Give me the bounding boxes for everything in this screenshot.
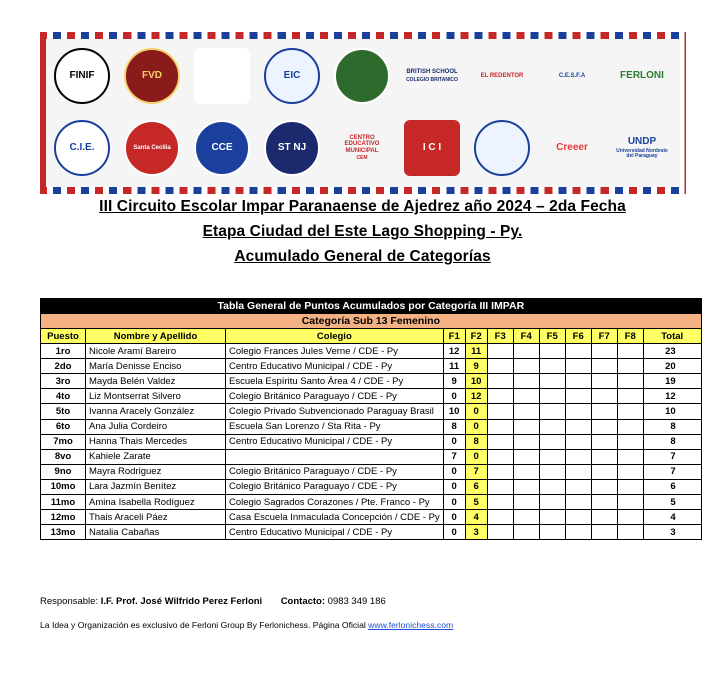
f6-cell — [565, 389, 591, 404]
f4-cell — [513, 344, 539, 359]
table-row — [41, 389, 702, 404]
position-cell: 6to — [41, 419, 86, 434]
sponsor-logo-text: UNDP Universidad Nordeste del Paraguay — [614, 137, 670, 160]
f1-cell: 0 — [443, 525, 465, 540]
school-cell: Colegio Sagrados Corazones / Pte. Franco - Py — [226, 495, 444, 510]
f6-cell — [565, 344, 591, 359]
f3-cell — [487, 479, 513, 494]
sponsor-logo-1 — [54, 48, 110, 104]
name-cell: Amina Isabella Rodíguez — [86, 495, 226, 510]
f4-cell — [513, 389, 539, 404]
responsable-label: Responsable: — [40, 596, 99, 607]
f6-cell — [565, 510, 591, 525]
total-cell: 8 — [643, 434, 701, 449]
position-cell: 9no — [41, 464, 86, 479]
sponsor-logo-3 — [194, 48, 250, 104]
name-cell: Lara Jazmín Benítez — [86, 479, 226, 494]
table-row — [41, 479, 702, 494]
position-cell: 13mo — [41, 525, 86, 540]
sponsor-logo-8 — [544, 120, 600, 176]
position-cell: 5to — [41, 404, 86, 419]
f2-cell: 12 — [465, 389, 487, 404]
f2-cell: 7 — [465, 464, 487, 479]
contacto-label: Contacto: — [280, 596, 326, 607]
position-cell: 8vo — [41, 449, 86, 464]
name-cell: Thais Araceli Páez — [86, 510, 226, 525]
sponsor-logo-5 — [334, 48, 390, 104]
position-cell: 11mo — [41, 495, 86, 510]
f1-cell: 9 — [443, 374, 465, 389]
f2-cell: 5 — [465, 495, 487, 510]
sponsor-logo-text: CCE — [211, 141, 233, 153]
school-cell: Escuela Espíritu Santo Área 4 / CDE - Py — [226, 374, 444, 389]
f5-cell — [539, 404, 565, 419]
total-cell: 7 — [643, 464, 701, 479]
total-cell: 5 — [643, 495, 701, 510]
f7-cell — [591, 359, 617, 374]
f1-cell: 0 — [443, 495, 465, 510]
f1-cell: 0 — [443, 434, 465, 449]
sponsor-logo-9 — [614, 48, 670, 104]
responsable-name: I.F. Prof. José Wilfrido Perez Ferloni — [100, 596, 263, 607]
title-line-3: Acumulado General de Categorías — [234, 248, 491, 265]
name-cell: Ana Julia Cordeiro — [86, 419, 226, 434]
f1-cell: 12 — [443, 344, 465, 359]
table-row — [41, 449, 702, 464]
total-cell: 7 — [643, 449, 701, 464]
f6-cell — [565, 525, 591, 540]
f1-cell: 0 — [443, 479, 465, 494]
f4-cell — [513, 374, 539, 389]
f5-cell — [539, 434, 565, 449]
f8-cell — [617, 479, 643, 494]
footer-credit — [40, 620, 453, 630]
f3-cell — [487, 510, 513, 525]
f2-cell: 0 — [465, 449, 487, 464]
f1-cell: 8 — [443, 419, 465, 434]
f2-cell: 10 — [465, 374, 487, 389]
total-cell: 3 — [643, 525, 701, 540]
table-row — [41, 510, 702, 525]
sponsor-logo-1 — [54, 120, 110, 176]
school-cell: Centro Educativo Municipal / CDE - Py — [226, 434, 444, 449]
sponsor-logo-text: C.I.E. — [69, 141, 95, 153]
total-cell: 10 — [643, 404, 701, 419]
sponsor-logo-subtext: CEM — [356, 154, 368, 161]
f8-cell — [617, 359, 643, 374]
school-cell: Centro Educativo Municipal / CDE - Py — [226, 359, 444, 374]
f8-cell — [617, 404, 643, 419]
sponsor-logo-4 — [264, 48, 320, 104]
f8-cell — [617, 464, 643, 479]
f2-cell: 0 — [465, 419, 487, 434]
table-row — [41, 525, 702, 540]
name-cell: Hanna Thais Mercedes — [86, 434, 226, 449]
f4-cell — [513, 449, 539, 464]
column-header: Total — [643, 329, 701, 344]
total-cell: 23 — [643, 344, 701, 359]
f4-cell — [513, 479, 539, 494]
f7-cell — [591, 419, 617, 434]
f6-cell — [565, 419, 591, 434]
f3-cell — [487, 419, 513, 434]
f7-cell — [591, 479, 617, 494]
sponsor-logo-7 — [474, 48, 530, 104]
f4-cell — [513, 495, 539, 510]
f4-cell — [513, 404, 539, 419]
sponsor-logo-text: Creeer — [556, 141, 588, 153]
sponsor-logo-2 — [124, 120, 180, 176]
f4-cell — [513, 510, 539, 525]
sponsor-logo-6 — [404, 120, 460, 176]
table-category-header: Categoría Sub 13 Femenino — [41, 314, 702, 329]
f4-cell — [513, 359, 539, 374]
f8-cell — [617, 344, 643, 359]
f1-cell: 11 — [443, 359, 465, 374]
f3-cell — [487, 359, 513, 374]
f2-cell: 3 — [465, 525, 487, 540]
school-cell — [226, 449, 444, 464]
position-cell: 3ro — [41, 374, 86, 389]
name-cell: Natalia Cabañas — [86, 525, 226, 540]
f2-cell: 0 — [465, 404, 487, 419]
position-cell: 10mo — [41, 479, 86, 494]
f4-cell — [513, 419, 539, 434]
f6-cell — [565, 404, 591, 419]
f8-cell — [617, 374, 643, 389]
f3-cell — [487, 344, 513, 359]
f8-cell — [617, 525, 643, 540]
f2-cell: 9 — [465, 359, 487, 374]
school-cell: Escuela San Lorenzo / Sta Rita - Py — [226, 419, 444, 434]
sponsor-logo-text: ST NJ — [277, 141, 307, 153]
f5-cell — [539, 344, 565, 359]
f1-cell: 0 — [443, 389, 465, 404]
f1-cell: 0 — [443, 464, 465, 479]
f2-cell: 4 — [465, 510, 487, 525]
table-row — [41, 404, 702, 419]
f7-cell — [591, 525, 617, 540]
f3-cell — [487, 374, 513, 389]
f3-cell — [487, 495, 513, 510]
total-cell: 6 — [643, 479, 701, 494]
name-cell: María Denisse Enciso — [86, 359, 226, 374]
f5-cell — [539, 374, 565, 389]
name-cell: Mayra Rodriguez — [86, 464, 226, 479]
results-table — [40, 298, 702, 540]
f6-cell — [565, 479, 591, 494]
f8-cell — [617, 419, 643, 434]
sponsor-logo-text: FERLONI — [620, 69, 664, 81]
sponsor-logo-text: BRITISH SCHOOL COLEGIO BRITANICO — [406, 69, 458, 83]
f7-cell — [591, 404, 617, 419]
sponsor-logo-text: Santa Cecilia — [133, 144, 171, 151]
f6-cell — [565, 374, 591, 389]
f5-cell — [539, 419, 565, 434]
f3-cell — [487, 389, 513, 404]
f7-cell — [591, 464, 617, 479]
f8-cell — [617, 434, 643, 449]
table-main-header: Tabla General de Puntos Acumulados por Categoría III IMPAR — [41, 299, 702, 314]
position-cell: 2do — [41, 359, 86, 374]
f2-cell: 6 — [465, 479, 487, 494]
f4-cell — [513, 464, 539, 479]
f1-cell: 0 — [443, 510, 465, 525]
f5-cell — [539, 359, 565, 374]
f8-cell — [617, 495, 643, 510]
sponsor-logo-9 — [614, 120, 670, 176]
name-cell: Mayda Belén Valdez — [86, 374, 226, 389]
f5-cell — [539, 449, 565, 464]
table-row — [41, 434, 702, 449]
column-header: F8 — [617, 329, 643, 344]
f1-cell: 7 — [443, 449, 465, 464]
credit-text: La Idea y Organización es exclusivo de Ferloni Group By Ferlonichess. Página Oficial — [40, 620, 366, 630]
school-cell: Colegio Frances Jules Verne / CDE - Py — [226, 344, 444, 359]
column-header: F4 — [513, 329, 539, 344]
f8-cell — [617, 510, 643, 525]
f6-cell — [565, 449, 591, 464]
f3-cell — [487, 434, 513, 449]
contacto-value: 0983 349 186 — [327, 596, 386, 607]
column-header: F5 — [539, 329, 565, 344]
f3-cell — [487, 464, 513, 479]
sponsor-logo-text: C.E.S.F.A — [558, 72, 586, 79]
f5-cell — [539, 479, 565, 494]
f1-cell: 10 — [443, 404, 465, 419]
sponsor-logo-3 — [194, 120, 250, 176]
f3-cell — [487, 525, 513, 540]
f4-cell — [513, 434, 539, 449]
f8-cell — [617, 449, 643, 464]
column-header: F2 — [465, 329, 487, 344]
f7-cell — [591, 374, 617, 389]
total-cell: 19 — [643, 374, 701, 389]
f7-cell — [591, 434, 617, 449]
f7-cell — [591, 344, 617, 359]
f5-cell — [539, 510, 565, 525]
school-cell: Colegio Británico Paraguayo / CDE - Py — [226, 389, 444, 404]
f7-cell — [591, 510, 617, 525]
column-header: F6 — [565, 329, 591, 344]
sponsor-logo-subtext: COLEGIO BRITANICO — [406, 76, 458, 83]
f3-cell — [487, 404, 513, 419]
sponsor-logo-text: FVD — [142, 69, 162, 81]
f3-cell — [487, 449, 513, 464]
f6-cell — [565, 464, 591, 479]
table-column-headers — [41, 329, 702, 344]
column-header: Nombre y Apellido — [86, 329, 226, 344]
sponsor-logo-7 — [474, 120, 530, 176]
column-header: F3 — [487, 329, 513, 344]
sponsor-logo-5 — [334, 120, 390, 176]
sponsor-logo-subtext: Universidad Nordeste del Paraguay — [616, 148, 668, 160]
school-cell: Colegio Británico Paraguayo / CDE - Py — [226, 479, 444, 494]
table-row — [41, 374, 702, 389]
sponsor-logo-text: EL REDENTOR — [480, 72, 524, 79]
table-row — [41, 419, 702, 434]
footer-responsable — [40, 596, 386, 607]
f7-cell — [591, 389, 617, 404]
f6-cell — [565, 495, 591, 510]
sponsor-logo-text: FINIF — [69, 69, 95, 81]
title-line-2: Etapa Ciudad del Este Lago Shopping - Py. — [202, 223, 523, 240]
f5-cell — [539, 389, 565, 404]
column-header: Puesto — [41, 329, 86, 344]
column-header: Colegio — [226, 329, 444, 344]
sponsor-logo-2 — [124, 48, 180, 104]
f2-cell: 8 — [465, 434, 487, 449]
f7-cell — [591, 449, 617, 464]
sponsor-logo-8 — [544, 48, 600, 104]
total-cell: 12 — [643, 389, 701, 404]
table-row — [41, 464, 702, 479]
table-row — [41, 359, 702, 374]
name-cell: Kahiele Zarate — [86, 449, 226, 464]
position-cell: 4to — [41, 389, 86, 404]
total-cell: 20 — [643, 359, 701, 374]
school-cell: Casa Escuela Inmaculada Concepción / CDE - Py — [226, 510, 444, 525]
f5-cell — [539, 464, 565, 479]
school-cell: Centro Educativo Municipal / CDE - Py — [226, 525, 444, 540]
name-cell: Nicole Aramí Bareiro — [86, 344, 226, 359]
column-header: F7 — [591, 329, 617, 344]
position-cell: 7mo — [41, 434, 86, 449]
f5-cell — [539, 495, 565, 510]
column-header: F1 — [443, 329, 465, 344]
sponsor-logo-4 — [264, 120, 320, 176]
school-cell: Colegio Británico Paraguayo / CDE - Py — [226, 464, 444, 479]
sponsor-logo-text: CENTRO EDUCATIVO MUNICIPAL CEM — [334, 135, 390, 161]
position-cell: 1ro — [41, 344, 86, 359]
f7-cell — [591, 495, 617, 510]
f6-cell — [565, 434, 591, 449]
name-cell: Ivanna Aracely González — [86, 404, 226, 419]
sponsor-logo-text: EIC — [283, 69, 301, 81]
sponsor-logo-6 — [404, 48, 460, 104]
f2-cell: 11 — [465, 344, 487, 359]
school-cell: Colegio Privado Subvencionado Paraguay Brasil — [226, 404, 444, 419]
f6-cell — [565, 359, 591, 374]
sponsors-banner — [40, 32, 686, 194]
website-link[interactable]: www.ferlonichess.com — [368, 620, 454, 630]
f4-cell — [513, 525, 539, 540]
table-row — [41, 344, 702, 359]
f5-cell — [539, 525, 565, 540]
sponsor-logo-text: I C I — [422, 141, 442, 153]
total-cell: 8 — [643, 419, 701, 434]
f8-cell — [617, 389, 643, 404]
table-row — [41, 495, 702, 510]
total-cell: 4 — [643, 510, 701, 525]
name-cell: Liz Montserrat Silvero — [86, 389, 226, 404]
title-line-1: III Circuito Escolar Impar Paranaense de Ajedrez año 2024 – 2da Fecha — [99, 198, 626, 215]
position-cell: 12mo — [41, 510, 86, 525]
